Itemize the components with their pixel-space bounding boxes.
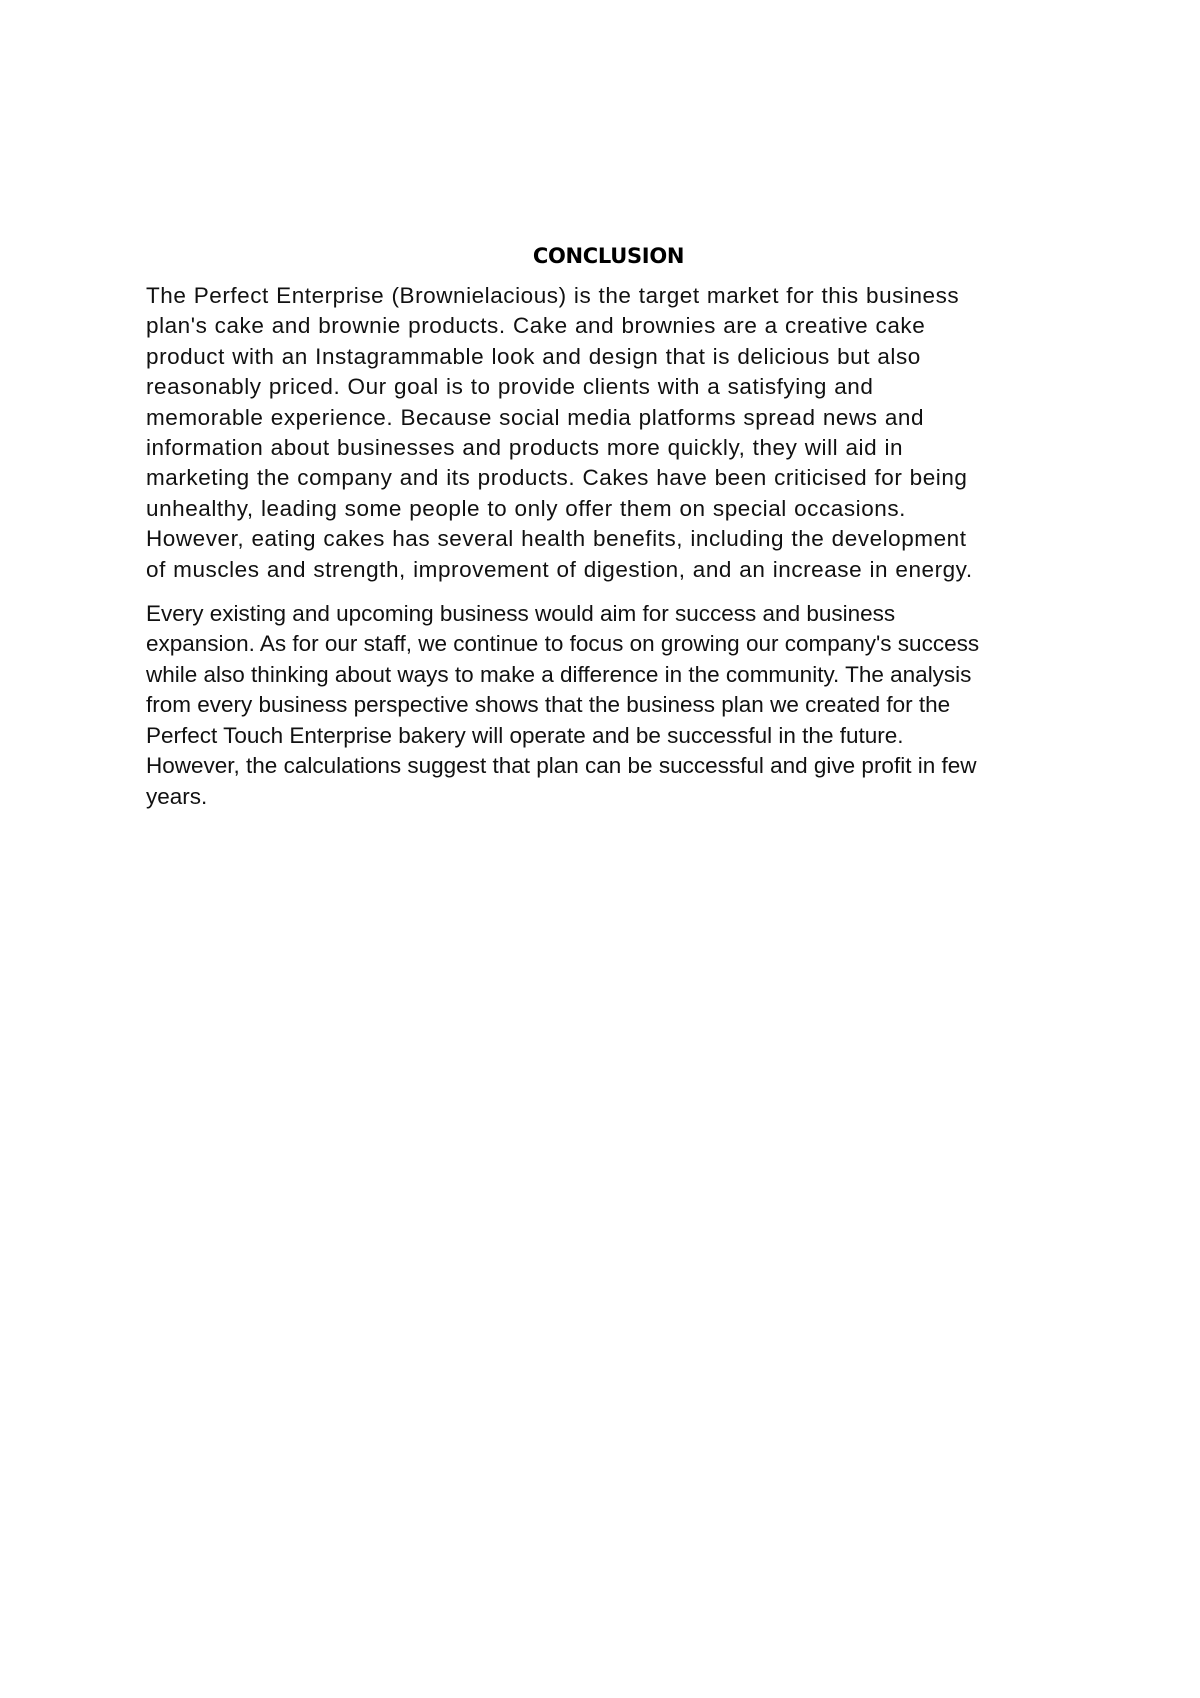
- text-line: while also thinking about ways to make a difference in the community. The analysis: [146, 661, 972, 687]
- text-line: Every existing and upcoming business would aim for success and business: [146, 601, 896, 627]
- text-line: information about businesses and products more quickly, they will aid in: [146, 435, 904, 461]
- text-line: However, eating cakes has several health benefits, including the development: [146, 526, 967, 552]
- document-body: [146, 241, 1071, 812]
- paragraph-2: [146, 599, 1071, 812]
- text-line: plan's cake and brownie products. Cake and brownies are a creative cake: [146, 313, 926, 339]
- text-line: years.: [146, 783, 208, 809]
- section-heading: CONCLUSION: [532, 244, 685, 268]
- text-line: memorable experience. Because social media platforms spread news and: [146, 404, 925, 430]
- text-line: product with an Instagrammable look and design that is delicious but also: [146, 343, 921, 369]
- text-line: marketing the company and its products. Cakes have been criticised for being: [146, 465, 968, 491]
- text-line: of muscles and strength, improvement of digestion, and an increase in energy.: [146, 556, 973, 582]
- text-line: Perfect Touch Enterprise bakery will operate and be successful in the future.: [146, 722, 904, 748]
- text-line: reasonably priced. Our goal is to provide clients with a satisfying and: [146, 374, 874, 400]
- text-line: from every business perspective shows that the business plan we created for the: [146, 692, 951, 718]
- text-line: However, the calculations suggest that plan can be successful and give profit in few: [146, 753, 977, 779]
- paragraph-1: [146, 281, 1071, 585]
- text-line: expansion. As for our staff, we continue to focus on growing our company's success: [146, 631, 980, 657]
- text-line: The Perfect Enterprise (Brownielacious) is the target market for this business: [146, 283, 960, 308]
- text-line: unhealthy, leading some people to only offer them on special occasions.: [146, 495, 906, 521]
